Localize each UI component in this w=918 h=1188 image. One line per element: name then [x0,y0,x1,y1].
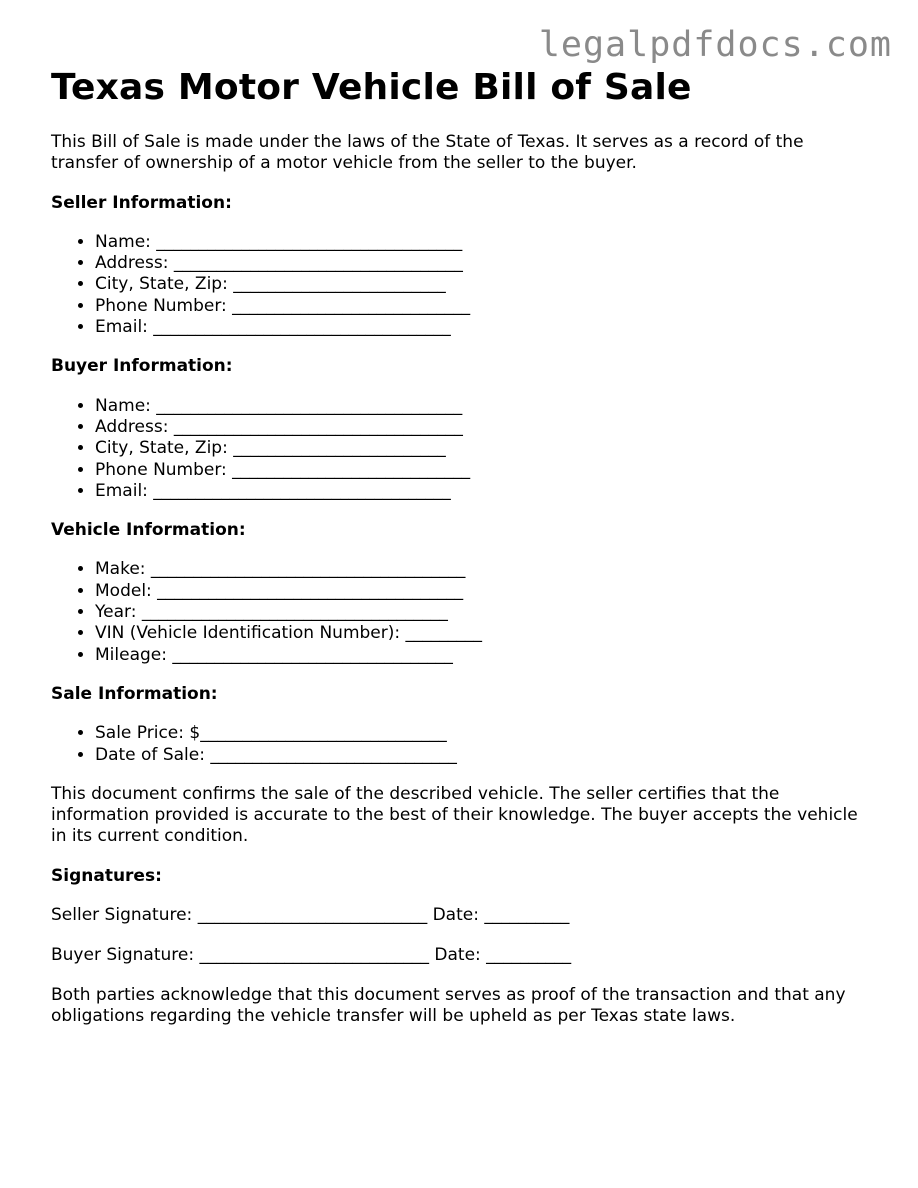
seller-address-field: • Address: __________________________________ [95,253,871,274]
vehicle-section-heading: Vehicle Information: [51,520,246,541]
vehicle-mileage-field: • Mileage: _________________________________ [95,645,871,666]
vehicle-make-field: • Make: _____________________________________ [95,559,871,580]
buyer-address-field: • Address: __________________________________ [95,417,871,438]
buyer-city-state-zip-field: • City, State, Zip: _________________________ [95,438,871,459]
sale-price-field: • Sale Price: $_____________________________ [95,723,871,744]
seller-info-list [51,232,871,338]
sale-section-heading: Sale Information: [51,683,218,704]
seller-phone-field: • Phone Number: ____________________________ [95,296,871,317]
vehicle-vin-field: • VIN (Vehicle Identification Number): _________ [95,623,871,644]
buyer-section-heading: Buyer Information: [51,356,233,377]
document-body [51,66,871,1027]
buyer-email-field: • Email: ___________________________________ [95,481,871,502]
confirmation-paragraph: This document confirms the sale of the described vehicle. The seller certifies that the information provided is accurate to the best of their knowledge. The buyer accepts the vehicle in its current condition. [51,783,858,847]
buyer-info-list [51,396,871,502]
document-title: Texas Motor Vehicle Bill of Sale [51,67,692,108]
vehicle-info-list [51,559,871,665]
vehicle-year-field: • Year: ____________________________________ [95,602,871,623]
seller-city-state-zip-field: • City, State, Zip: _________________________ [95,274,871,295]
seller-signature-line: Seller Signature: ___________________________ Date: __________ [51,905,570,926]
vehicle-model-field: • Model: ____________________________________ [95,581,871,602]
seller-email-field: • Email: ___________________________________ [95,317,871,338]
sale-date-field: • Date of Sale: _____________________________ [95,745,871,766]
buyer-signature-line: Buyer Signature: ___________________________ Date: __________ [51,945,572,966]
buyer-name-field: • Name: ____________________________________ [95,396,871,417]
closing-paragraph: Both parties acknowledge that this document serves as proof of the transaction and that any obligations regarding the vehicle transfer will be upheld as per Texas state laws. [51,984,846,1026]
signatures-section-heading: Signatures: [51,865,162,886]
intro-paragraph: This Bill of Sale is made under the laws of the State of Texas. It serves as a record of the transfer of ownership of a motor vehicle from the seller to the buyer. [51,132,804,174]
sale-info-list [51,723,871,766]
buyer-phone-field: • Phone Number: ____________________________ [95,460,871,481]
watermark: legalpdfdocs.com [538,25,892,65]
seller-section-heading: Seller Information: [51,192,232,213]
seller-name-field: • Name: ____________________________________ [95,232,871,253]
